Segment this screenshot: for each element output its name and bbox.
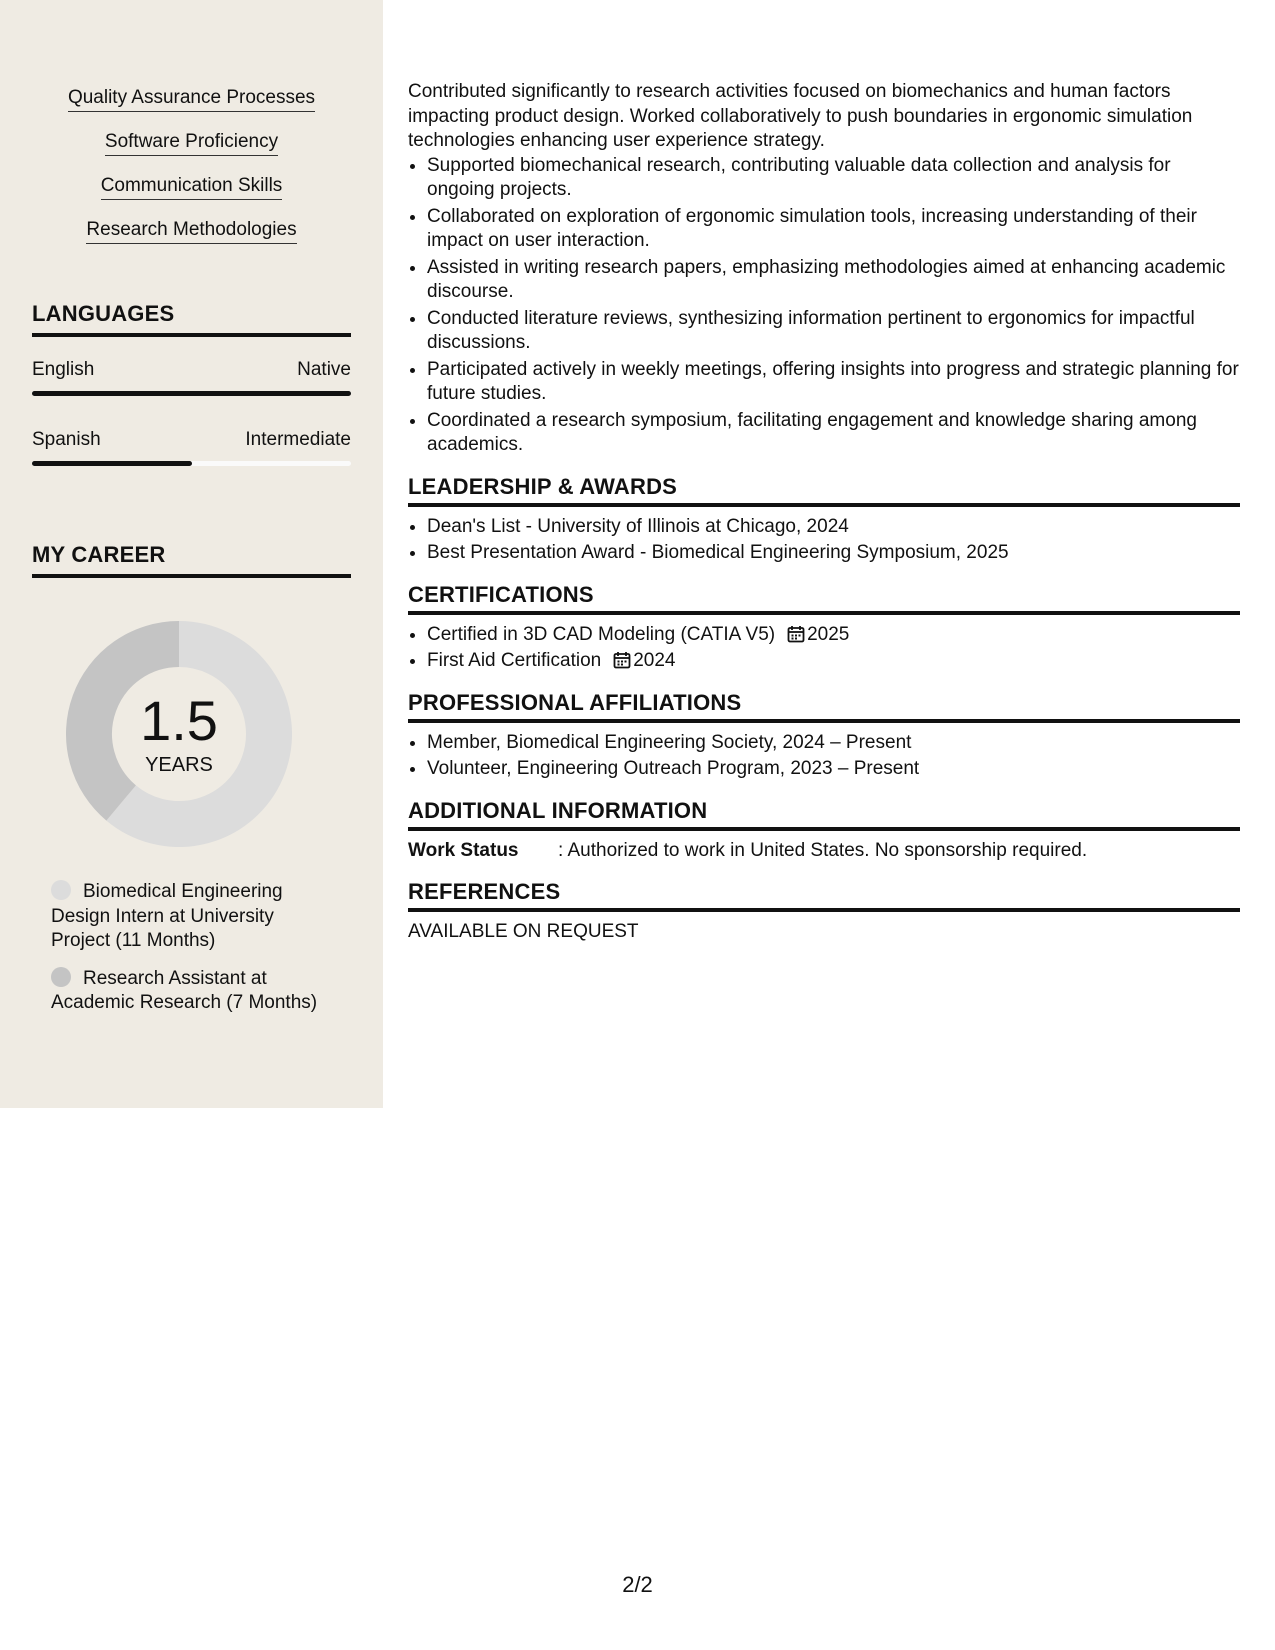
legend-dot — [51, 880, 71, 900]
legend-dot — [51, 967, 71, 987]
skill-item: Software Proficiency — [105, 130, 278, 156]
career-legend-text: Biomedical Engineering Design Intern at University Project (11 Months) — [51, 881, 283, 951]
work-status-label: Work Status — [408, 839, 519, 861]
calendar-icon — [613, 651, 631, 669]
career-legend-item — [51, 880, 331, 954]
sidebar — [0, 0, 383, 1108]
skill-item: Research Methodologies — [86, 218, 296, 244]
references-heading: REFERENCES — [408, 879, 1240, 912]
certification-item — [427, 649, 1240, 674]
language-bar-fill — [32, 461, 192, 466]
career-heading: MY CAREER — [32, 542, 351, 578]
experience-bullets — [408, 154, 1240, 458]
career-legend-text: Research Assistant at Academic Research (7 Months) — [51, 967, 318, 1013]
language-spanish — [32, 428, 351, 466]
certification-name: Certified in 3D CAD Modeling (CATIA V5) — [427, 623, 776, 645]
language-english — [32, 358, 351, 396]
list-item: • Supported biomechanical research, contributing valuable data collection and analysis for ongoing projects. — [427, 154, 1240, 203]
main-content — [408, 80, 1240, 944]
career-total: 1.5 — [140, 689, 218, 752]
references-text: AVAILABLE ON REQUEST — [408, 920, 639, 942]
leadership-heading: LEADERSHIP & AWARDS — [408, 474, 1240, 507]
list-item: • Collaborated on exploration of ergonomic simulation tools, increasing understanding of their impact on user interaction. — [427, 205, 1240, 254]
languages-heading: LANGUAGES — [32, 301, 351, 337]
certifications-heading: CERTIFICATIONS — [408, 582, 1240, 615]
page-number: 2/2 — [622, 1572, 653, 1597]
list-item: • Assisted in writing research papers, emphasizing methodologies aimed at enhancing academic discourse. — [427, 256, 1240, 305]
work-status-value: : Authorized to work in United States. No sponsorship required. — [558, 839, 1088, 861]
language-level: Intermediate — [245, 429, 351, 450]
affiliations-heading: PROFESSIONAL AFFILIATIONS — [408, 690, 1240, 723]
skill-item: Communication Skills — [101, 174, 283, 200]
career-legend — [51, 880, 331, 1029]
work-status-row — [408, 839, 1240, 863]
certification-year: 2024 — [633, 650, 676, 671]
language-bar-fill — [32, 391, 351, 396]
leadership-list — [408, 515, 1240, 566]
language-bar — [32, 391, 351, 396]
career-legend-item — [51, 967, 331, 1016]
list-item: • Coordinated a research symposium, facilitating engagement and knowledge sharing among academics. — [427, 409, 1240, 458]
list-item: • Member, Biomedical Engineering Society, 2024 – Present — [427, 731, 1240, 756]
certification-name: First Aid Certification — [427, 650, 602, 671]
certification-item — [427, 623, 1240, 648]
language-bar — [32, 461, 351, 466]
affiliations-list — [408, 731, 1240, 782]
additional-info-heading: ADDITIONAL INFORMATION — [408, 798, 1240, 831]
calendar-icon — [787, 625, 805, 643]
language-name: Spanish — [32, 429, 101, 450]
career-unit: YEARS — [145, 754, 213, 776]
certification-year: 2025 — [807, 623, 850, 645]
career-donut — [66, 621, 292, 847]
skill-item: Quality Assurance Processes — [68, 86, 315, 112]
list-item: • Volunteer, Engineering Outreach Program, 2023 – Present — [427, 757, 1240, 782]
certifications-list — [408, 623, 1240, 674]
skills-list — [0, 86, 383, 262]
language-level: Native — [297, 359, 351, 380]
list-item: • Best Presentation Award - Biomedical Engineering Symposium, 2025 — [427, 541, 1240, 566]
experience-summary: Contributed significantly to research activities focused on biomechanics and human factors impacting product design. Worked collaboratively to push boundaries in ergonomic simulation technologies enhancing user experience strategy. — [408, 81, 1193, 151]
list-item: • Participated actively in weekly meetings, offering insights into progress and strategic planning for future studies. — [427, 358, 1240, 407]
language-name: English — [32, 359, 95, 380]
list-item: • Conducted literature reviews, synthesizing information pertinent to ergonomics for impactful discussions. — [427, 307, 1240, 356]
list-item: • Dean's List - University of Illinois at Chicago, 2024 — [427, 515, 1240, 540]
